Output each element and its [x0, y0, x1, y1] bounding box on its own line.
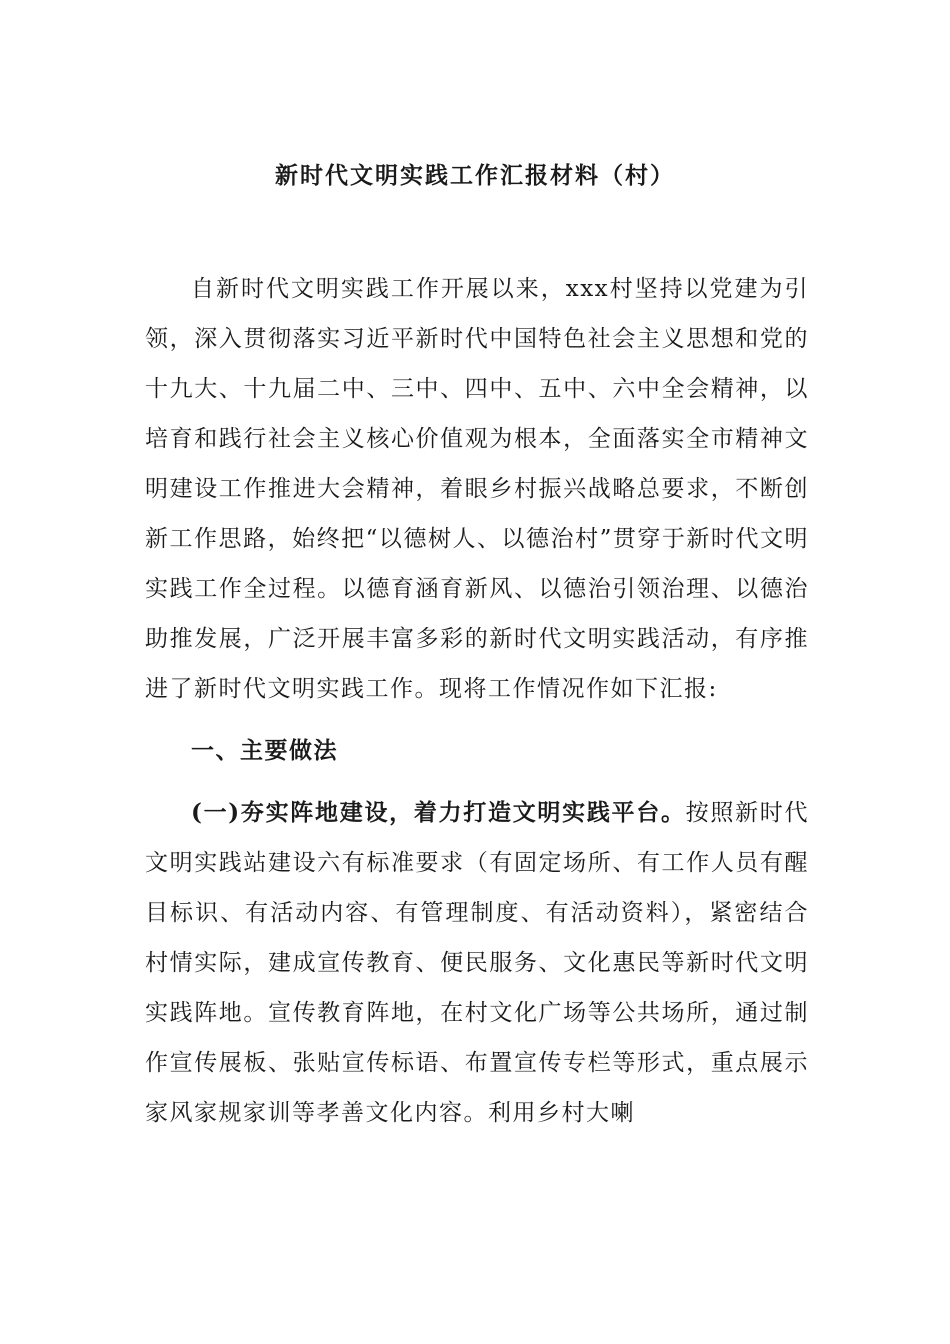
- subsection-text: 按照新时代文明实践站建设六有标准要求（有固定场所、有工作人员有醒目标识、有活动内容、有管理制度、有活动资料），紧密结合村情实际，建成宣传教育、便民服务、文化惠民等新时代文明实践阵地。宣传教育阵地，在村文化广场等公共场所，通过制作宣传展板、张贴宣传标语、布置宣传专栏等形式，重点展示家风家规家训等孝善文化内容。利用乡村大喇: [145, 800, 810, 1126]
- document-title: 新时代文明实践工作汇报材料（村）: [275, 162, 675, 189]
- section-heading-main-practices: 一、主要做法: [191, 737, 338, 764]
- subsection-lead: (一)夯实阵地建设，着力打造文明实践平台。: [191, 799, 686, 826]
- intro-paragraph: 自新时代文明实践工作开展以来，xxx村坚持以党建为引领，深入贯彻落实习近平新时代中国特色社会主义思想和党的十九大、十九届二中、三中、四中、五中、六中全会精神，以培育和践行社会主义核心价值观为根本，全面落实全市精神文明建设工作推进大会精神，着眼乡村振兴战略总要求，不断创新工作思路，始终把“以德树人、以德治村”贯穿于新时代文明实践工作全过程。以德育涵育新风、以德治引领治理、以德治助推发展，广泛开展丰富多彩的新时代文明实践活动，有序推进了新时代文明实践工作。现将工作情况作如下汇报:: [145, 276, 809, 702]
- subsection-paragraph-platform: [145, 788, 809, 1138]
- document-body: [145, 264, 809, 1138]
